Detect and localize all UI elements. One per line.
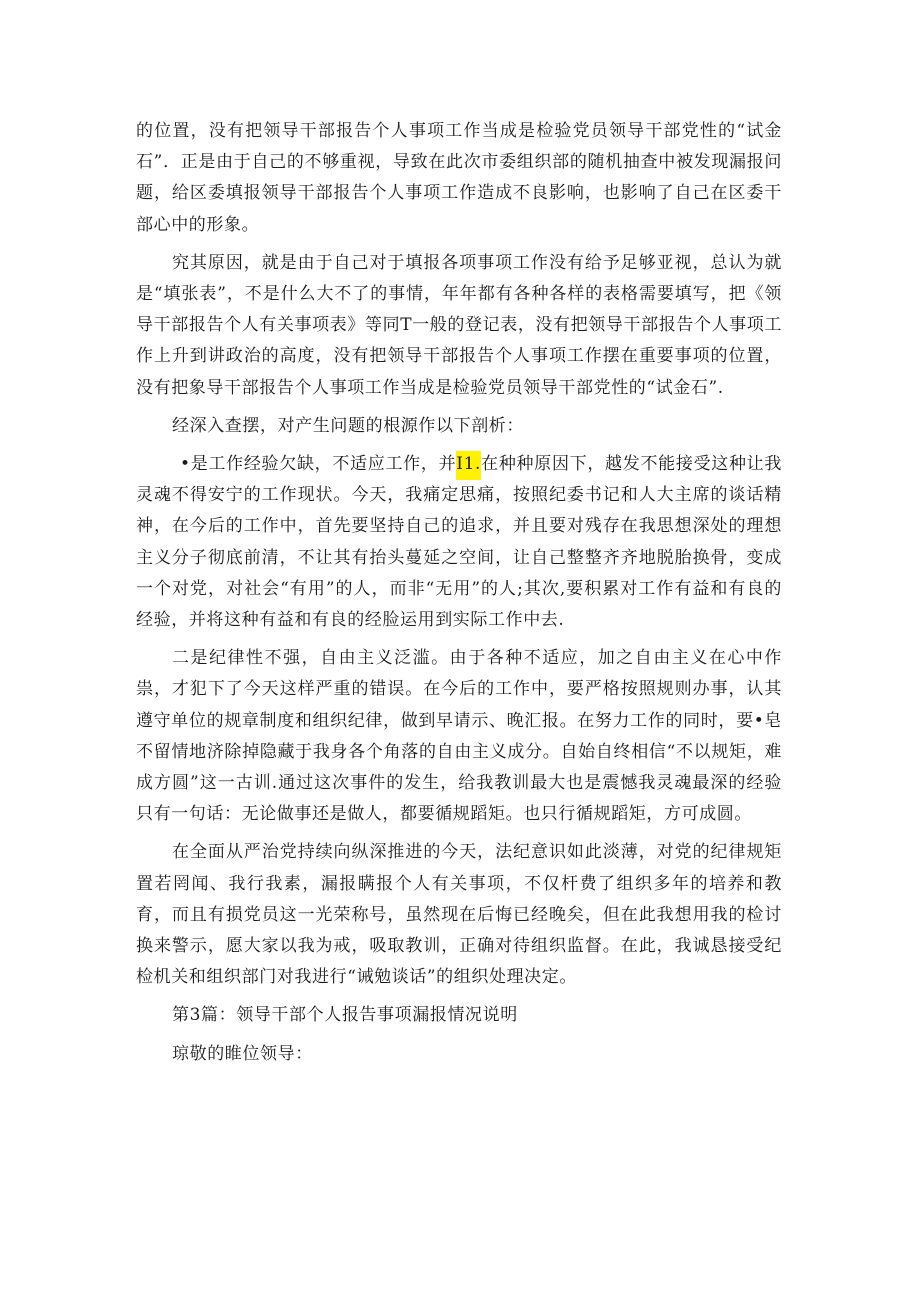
paragraph-analysis-intro: 经深入查摆，对产生问题的根源作以下剖析：	[172, 415, 524, 436]
document-page	[136, 116, 782, 1077]
paragraph-point-two: 二是纪律性不强，自由主义泛滥。由于各种不适应，加之自由主义在心中作祟，才犯下了今天这样严重的错误。在今后的工作中，要严格按照规则办事，认其遵守单位的规章制度和组织纪律，做到早请示、晚汇报。在努力工作的同时，要•皂不留情地济除掉隐藏于我身各个角落的自由主义成分。自始自终相信“不以规矩，难成方圆”这一古训.通过这次事件的发生，给我教训最大也是震憾我灵魂最深的经验只有一句话：无论做事还是做人，都要循规蹈矩。也只行循规蹈矩，方可成圆。	[136, 648, 782, 825]
paragraph-conclusion: 在全面从严治党持续向纵深推进的今天，法纪意识如此淡薄，对党的纪律规矩置若罔闻、我行我素，漏报瞒报个人有关事项，不仅杆费了组织多年的培养和教育，而且有损党员这一光荣称号，虽然现在后悔已经晚矣，但在此我想用我的检讨换来警示，愿大家以我为戒，吸取教训，正确对待组织监督。在此，我诚恳接受纪检机关和组织部门对我进行“诫勉谈话”的组织处理决定。	[136, 842, 782, 988]
highlighted-text: I1.	[456, 451, 481, 480]
paragraph-point-one	[136, 449, 782, 636]
salutation: 琼敬的睢位领导：	[172, 1043, 313, 1064]
section-title: 第3篇：领导干部个人报告事项漏报情况说明	[172, 1005, 518, 1026]
point-one-suffix: 在种种原因下，越发不能接受这种让我灵魂不得安宁的工作现状。今天，我痛定思痛，按照纪委书记和人大主席的谈话精神，在今后的工作中，首先要坚持自己的追求，并且要对残存在我思想深处的理想主义分子彻底前清，不让其有抬头蔓延之空间，让自己整整齐齐地脱胎换骨，变成一个对党，对社会“有用”的人，而非“无用”的人;其次,要积累对工作有益和有良的经验，并将这种有益和有良的经脸运用到实际工作中去.	[136, 454, 782, 631]
paragraph-opening: 的位置，没有把领导干部报告个人事项工作当成是检验党员领导干部党性的“试金石”．正是由于自己的不够重视，导致在此次市委组织部的随机抽查中被发现漏报问题，给区委填报领导干部报告个人事项工作造成不良影响，也影响了自己在区委干部心中的形象。	[136, 121, 782, 235]
paragraph-root-cause: 究其原因，就是由于自己对于填报各项事项工作没有给予足够亚视，总认为就是“填张表”，不是什么大不了的事情，年年都有各种各样的表格需要填写，把《领导干部报告个人有关事项表》等同T一般的登记表，没有把领导干部报告个人事项工作上升到讲政治的高度，没有把领导干部报告个人事项工作摆在重要事项的位置，没有把象导干部报告个人事项工作当成是检验党员领导干部党性的“试金石”.	[136, 252, 782, 398]
point-one-prefix: •是工作经验欠缺，不适应工作，并	[180, 454, 457, 475]
